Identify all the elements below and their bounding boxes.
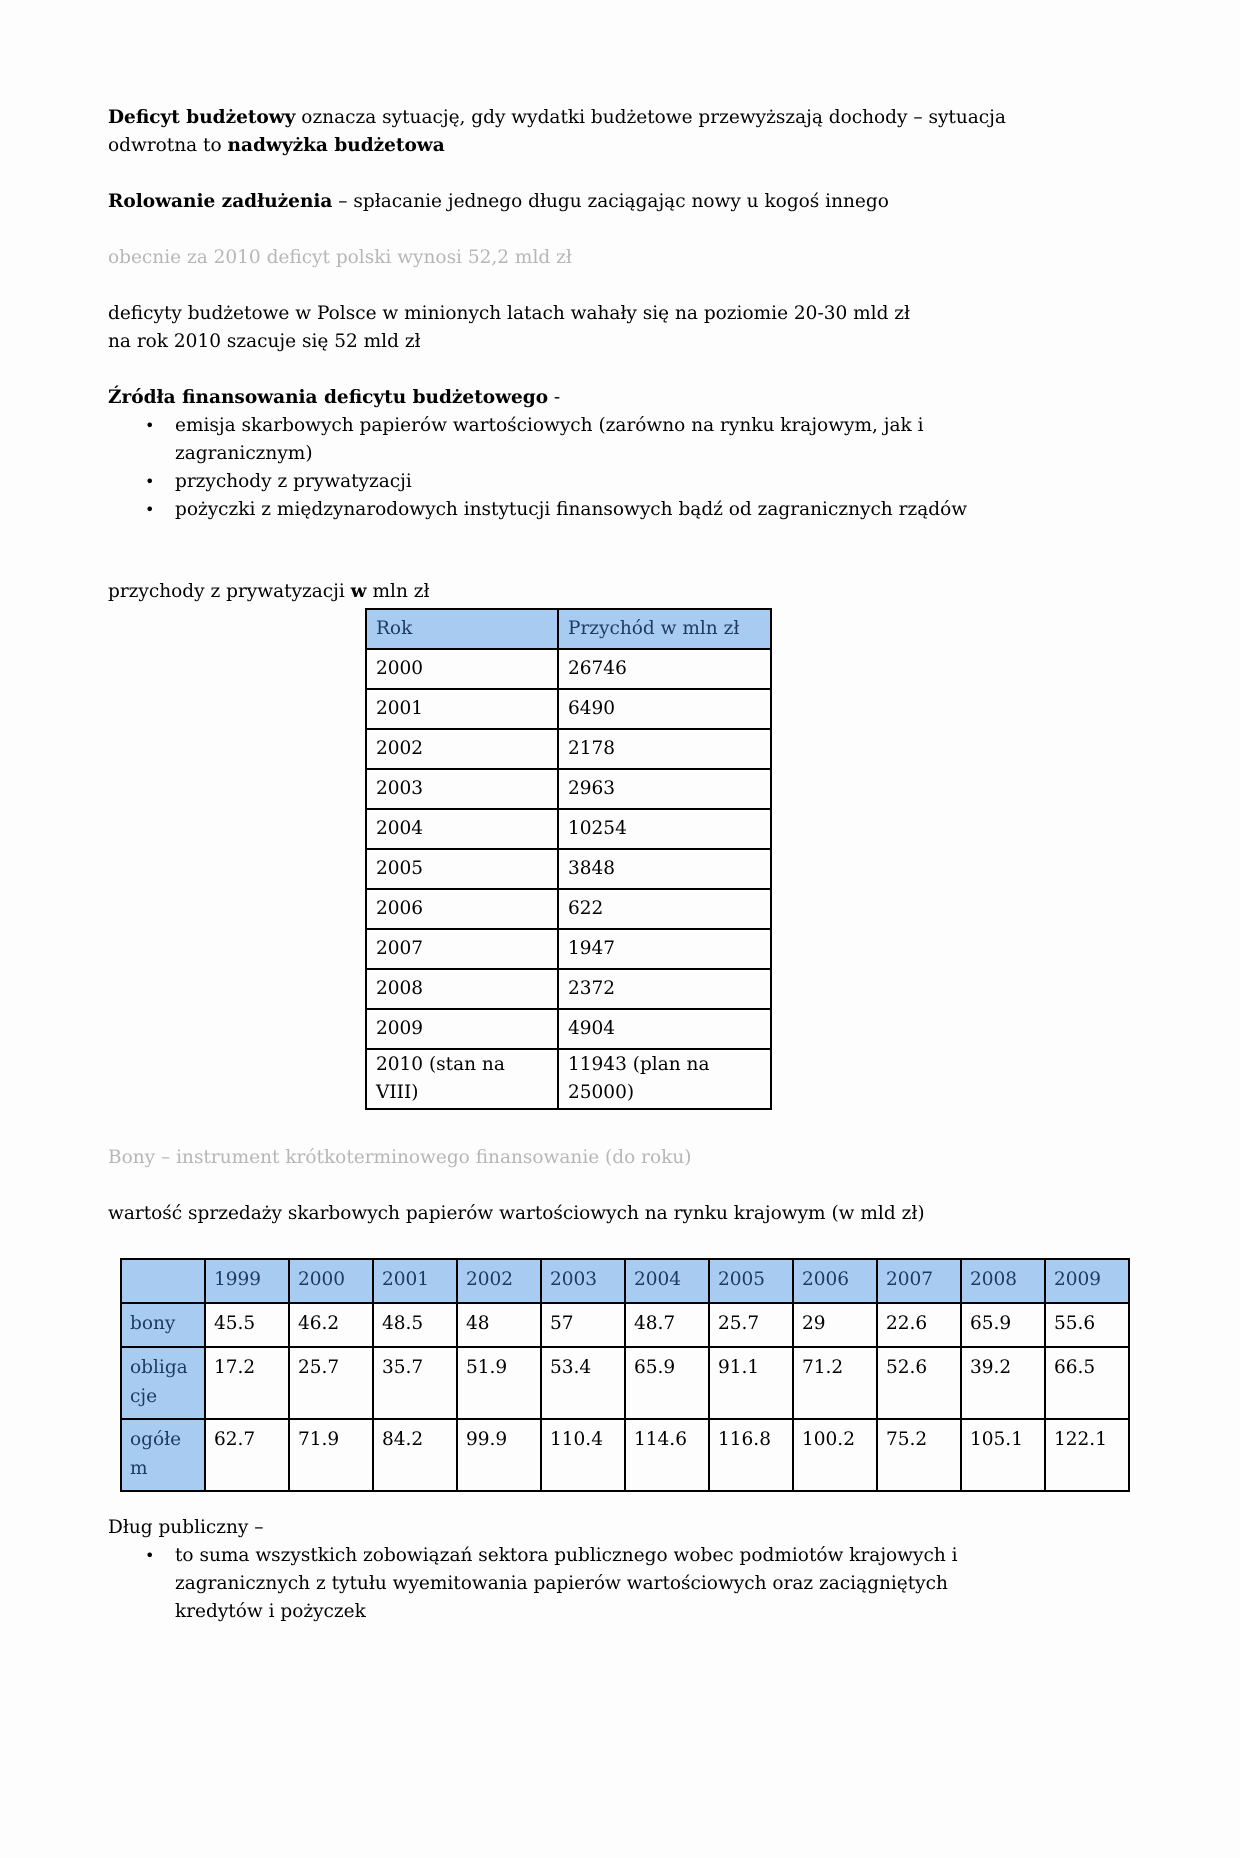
table1-year-cell: 2000 [366,649,558,689]
table2-value-cell: 48 [457,1303,541,1347]
table1-value-cell: 4904 [558,1009,771,1049]
table2-value-cell: 52.6 [877,1347,961,1419]
table2-value-cell: 62.7 [205,1419,289,1491]
table2-value-cell: 114.6 [625,1419,709,1491]
table-row [366,1009,771,1049]
table2-value-cell: 17.2 [205,1347,289,1419]
paragraph-rolowanie [108,188,1008,216]
table2-year-header-cell: 2002 [457,1259,541,1303]
table-row [121,1303,1129,1347]
table-row [366,769,771,809]
table2-year-header-cell: 2004 [625,1259,709,1303]
table2-value-cell: 55.6 [1045,1303,1129,1347]
table-row [366,969,771,1009]
table-row [121,1347,1129,1419]
table1-header-cell: Przychód w mln zł [558,609,771,649]
table-row [366,689,771,729]
table1-value-cell: 1947 [558,929,771,969]
table1-value-cell: 11943 (plan na 25000) [558,1049,771,1109]
table-row [366,929,771,969]
securities-table [120,1258,1130,1492]
table1-year-cell: 2001 [366,689,558,729]
table1-value-cell: 2178 [558,729,771,769]
public-debt-line: to suma wszystkich zobowiązań sektora publicznego wobec podmiotów krajowych i [175,1545,958,1566]
gray-note-bony: Bony – instrument krótkoterminowego finansowanie (do roku) [108,1147,692,1168]
sources-item-line: emisja skarbowych papierów wartościowych (zarówno na rynku krajowym, jak i [175,415,924,436]
table1-caption [108,578,1008,606]
table2-row-label-cell [121,1419,205,1491]
public-debt-item-text [175,1542,1028,1626]
table2-value-cell: 25.7 [709,1303,793,1347]
table-row [366,889,771,929]
table1-value-cell: 26746 [558,649,771,689]
paragraph-deficyt-text: oznacza sytuację, gdy wydatki budżetowe przewyższają dochody – sytuacja [295,107,1006,128]
table2-value-cell: 100.2 [793,1419,877,1491]
table-row [366,609,771,649]
term-rolowanie-zadluzenia: Rolowanie zadłużenia [108,191,333,212]
table2-value-cell: 51.9 [457,1347,541,1419]
table-row [121,1259,1129,1303]
heading-financing-sources-bold: Źródła finansowania deficytu budżetowego [108,387,549,408]
heading-financing-sources [108,384,1008,412]
table2-year-header-cell: 2003 [541,1259,625,1303]
sources-list [108,412,1028,524]
table2-value-cell: 22.6 [877,1303,961,1347]
bullet-icon: • [145,472,155,491]
table2-year-header-cell: 2008 [961,1259,1045,1303]
table2-value-cell: 25.7 [289,1347,373,1419]
table2-value-cell: 116.8 [709,1419,793,1491]
table1-year-cell: 2002 [366,729,558,769]
privatization-table [365,608,772,1110]
table2-value-cell: 48.7 [625,1303,709,1347]
table2-value-cell: 46.2 [289,1303,373,1347]
table1-year-cell: 2008 [366,969,558,1009]
table1-header-cell: Rok [366,609,558,649]
table2-value-cell: 35.7 [373,1347,457,1419]
table1-year-cell: 2005 [366,849,558,889]
table2-year-header-cell: 2005 [709,1259,793,1303]
table2-value-cell: 71.2 [793,1347,877,1419]
table2-value-cell: 48.5 [373,1303,457,1347]
table-row [366,729,771,769]
gray-note-2010-deficit: obecnie za 2010 deficyt polski wynosi 52,2 mld zł [108,247,572,268]
paragraph-deficyt [108,104,1008,160]
table2-year-header-cell: 2000 [289,1259,373,1303]
table2-value-cell: 110.4 [541,1419,625,1491]
table2-year-header-cell: 2009 [1045,1259,1129,1303]
sources-item-text: przychody z prywatyzacji [175,471,412,492]
bullet-icon: • [145,416,155,435]
table-row [366,849,771,889]
public-debt-list [108,1542,1028,1626]
table-row [121,1419,1129,1491]
table2-value-cell: 71.9 [289,1419,373,1491]
table2-year-header-cell: 1999 [205,1259,289,1303]
table2-value-cell: 65.9 [625,1347,709,1419]
table2-value-cell: 99.9 [457,1419,541,1491]
table2-row-label-line: ogółe [130,1429,182,1450]
table1-year-cell: 2006 [366,889,558,929]
table2-value-cell: 53.4 [541,1347,625,1419]
table2-corner-cell [121,1259,205,1303]
table2-row-label-line: m [130,1458,148,1479]
table1-value-cell: 3848 [558,849,771,889]
bullet-icon: • [145,500,155,519]
sources-list-item [108,496,1028,524]
table1-year-cell: 2010 (stan na VIII) [366,1049,558,1109]
table2-row-label-line: cje [130,1386,158,1407]
table2-value-cell: 75.2 [877,1419,961,1491]
table1-value-cell: 6490 [558,689,771,729]
table1-year-cell: 2003 [366,769,558,809]
table1-caption-suffix: mln zł [366,581,430,602]
table2-value-cell: 84.2 [373,1419,457,1491]
table2-value-cell: 122.1 [1045,1419,1129,1491]
public-debt-line: kredytów i pożyczek [175,1601,366,1622]
public-debt-line: zagranicznych z tytułu wyemitowania papierów wartościowych oraz zaciągniętych [175,1573,948,1594]
table2-value-cell: 66.5 [1045,1347,1129,1419]
public-debt-list-item [108,1542,1028,1626]
table2-year-header-cell: 2006 [793,1259,877,1303]
table2-value-cell: 105.1 [961,1419,1045,1491]
table1-year-cell: 2007 [366,929,558,969]
table1-year-cell: 2004 [366,809,558,849]
securities-table-body [121,1259,1129,1491]
paragraph-treasury-sales: wartość sprzedaży skarbowych papierów wartościowych na rynku krajowym (w mld zł) [108,1203,925,1224]
table2-value-cell: 91.1 [709,1347,793,1419]
sources-list-item [108,468,1028,496]
term-deficyt-budzetowy: Deficyt budżetowy [108,107,296,128]
paragraph-rolowanie-text: – spłacanie jednego długu zaciągając nowy u kogoś innego [332,191,889,212]
privatization-table-body [366,649,771,1109]
document-page [0,104,1240,1626]
table1-year-cell: 2009 [366,1009,558,1049]
table-row [366,649,771,689]
deficits-history-line2: na rok 2010 szacuje się 52 mld zł [108,331,421,352]
paragraph-deficyt-line2: odwrotna to [108,135,228,156]
privatization-table-head [366,609,771,649]
table1-caption-bold: w [350,581,367,602]
table-row [366,1049,771,1109]
heading-financing-sources-suffix: - [548,387,561,408]
table2-value-cell: 57 [541,1303,625,1347]
sources-item-text: pożyczki z międzynarodowych instytucji finansowych bądź od zagranicznych rządów [175,499,968,520]
table2-value-cell: 39.2 [961,1347,1045,1419]
table2-value-cell: 29 [793,1303,877,1347]
table2-year-header-cell: 2007 [877,1259,961,1303]
term-nadwyzka-budzetowa: nadwyżka budżetowa [227,135,445,156]
table1-value-cell: 622 [558,889,771,929]
table1-caption-prefix: przychody z prywatyzacji [108,581,351,602]
table2-row-label-line: obliga [130,1357,188,1378]
table2-row-label-cell [121,1347,205,1419]
table1-value-cell: 2372 [558,969,771,1009]
sources-list-item [108,412,1028,468]
table2-value-cell: 45.5 [205,1303,289,1347]
bullet-icon: • [145,1546,155,1565]
table2-year-header-cell: 2001 [373,1259,457,1303]
deficits-history-line1: deficyty budżetowe w Polsce w minionych latach wahały się na poziomie 20-30 mld zł [108,303,911,324]
paragraph-deficits-history [108,300,1008,356]
table1-value-cell: 10254 [558,809,771,849]
sources-item-text [175,412,1028,468]
paragraph-public-debt: Dług publiczny – [108,1517,264,1538]
table-row [366,809,771,849]
sources-item-line: zagranicznym) [175,443,313,464]
table2-row-label-line: bony [130,1313,176,1334]
table1-value-cell: 2963 [558,769,771,809]
table2-value-cell: 65.9 [961,1303,1045,1347]
table2-row-label-cell [121,1303,205,1347]
